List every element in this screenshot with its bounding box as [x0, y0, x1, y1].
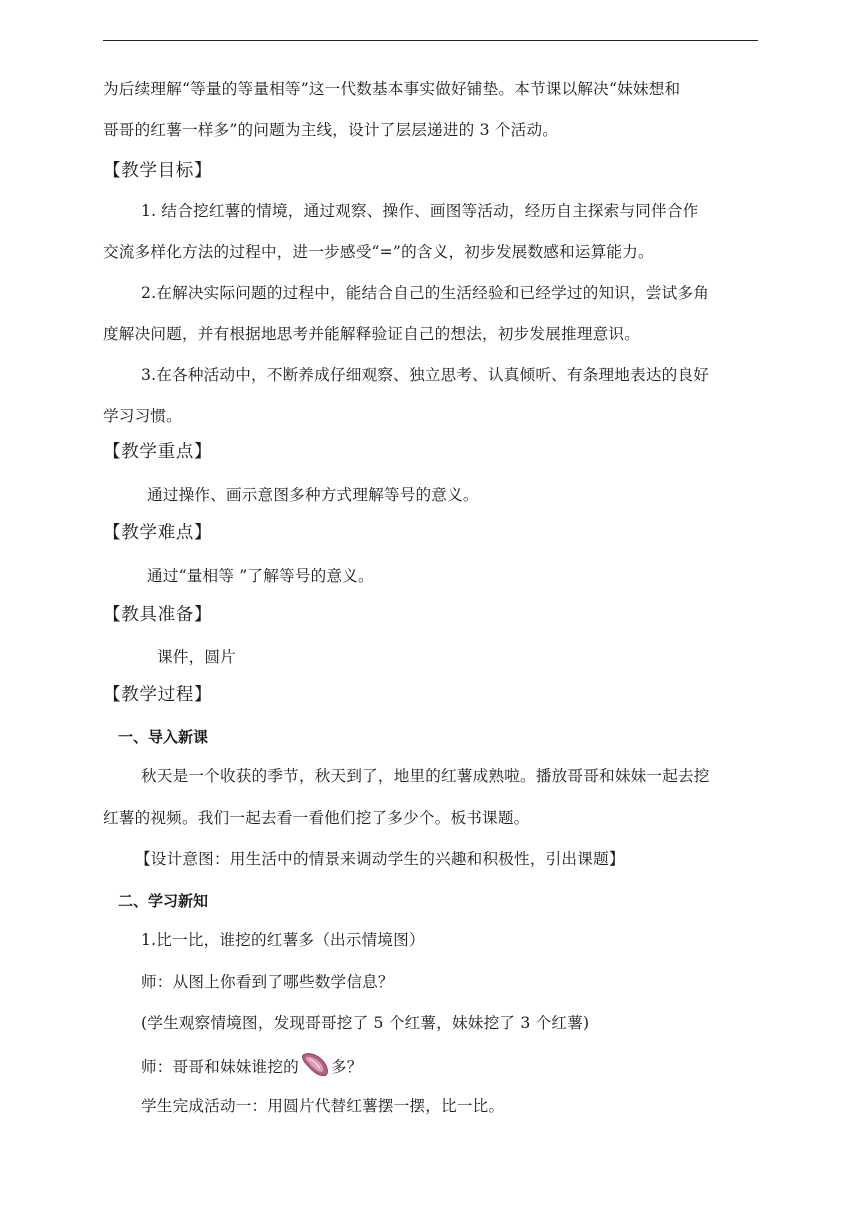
teacher-question-1: 师：从图上你看到了哪些数学信息？	[141, 973, 394, 991]
teacher-question-2-before: 师：哥哥和妹妹谁挖的	[141, 1058, 299, 1076]
intro-line-2: 哥哥的红薯一样多”的问题为主线，设计了层层递进的 3 个活动。	[103, 121, 559, 139]
design-intent: 【设计意图：用生活中的情景来调动学生的兴趣和积极性，引出课题】	[135, 850, 625, 868]
difficulty-heading: 【教学难点】	[103, 523, 213, 543]
teacher-question-2-after: 多？	[330, 1058, 363, 1076]
key-point-text: 通过操作、画示意图多种方式理解等号的意义。	[147, 486, 479, 504]
key-point-heading: 【教学重点】	[103, 442, 213, 462]
goal-1-line-2: 交流多样化方法的过程中，进一步感受“=”的含义，初步发展数感和运算能力。	[103, 243, 654, 261]
goal-3-line-1: 3.在各种活动中，不断养成仔细观察、独立思考、认真倾听、有条理地表达的良好	[141, 366, 710, 384]
intro-line-1: 为后续理解“等量的等量相等”这一代数基本事实做好铺垫。本节课以解决“妹妹想和	[103, 80, 681, 98]
goal-3-line-2: 学习习惯。	[103, 407, 182, 425]
step-1-title: 1.比一比，谁挖的红薯多（出示情境图）	[141, 931, 425, 949]
difficulty-text: 通过“量相等 ”了解等号的意义。	[147, 567, 374, 585]
section-1-title: 一、导入新课	[118, 728, 209, 746]
goal-1-line-1: 1. 结合挖红薯的情境，通过观察、操作、画图等活动，经历自主探索与同伴合作	[141, 202, 699, 220]
header-rule	[103, 40, 758, 41]
sweet-potato-icon	[300, 1050, 330, 1086]
section-2-title: 二、学习新知	[118, 892, 209, 910]
activity-1: 学生完成活动一：用圆片代替红薯摆一摆，比一比。	[141, 1097, 505, 1115]
materials-text: 课件，圆片	[157, 648, 236, 666]
goal-2-line-1: 2.在解决实际问题的过程中，能结合自己的生活经验和已经学过的知识，尝试多角	[141, 284, 710, 302]
teacher-question-2	[141, 1050, 363, 1086]
student-observation: (学生观察情境图，发现哥哥挖了 5 个红薯，妹妹挖了 3 个红薯)	[141, 1014, 590, 1032]
goals-heading: 【教学目标】	[103, 161, 213, 181]
materials-heading: 【教具准备】	[103, 605, 213, 625]
section-1-paragraph-line-2: 红薯的视频。我们一起去看一看他们挖了多少个。板书课题。	[103, 809, 530, 827]
process-heading: 【教学过程】	[103, 685, 213, 705]
section-1-paragraph-line-1: 秋天是一个收获的季节，秋天到了，地里的红薯成熟啦。播放哥哥和妹妹一起去挖	[141, 767, 710, 785]
goal-2-line-2: 度解决问题，并有根据地思考并能解释验证自己的想法，初步发展推理意识。	[103, 325, 640, 343]
